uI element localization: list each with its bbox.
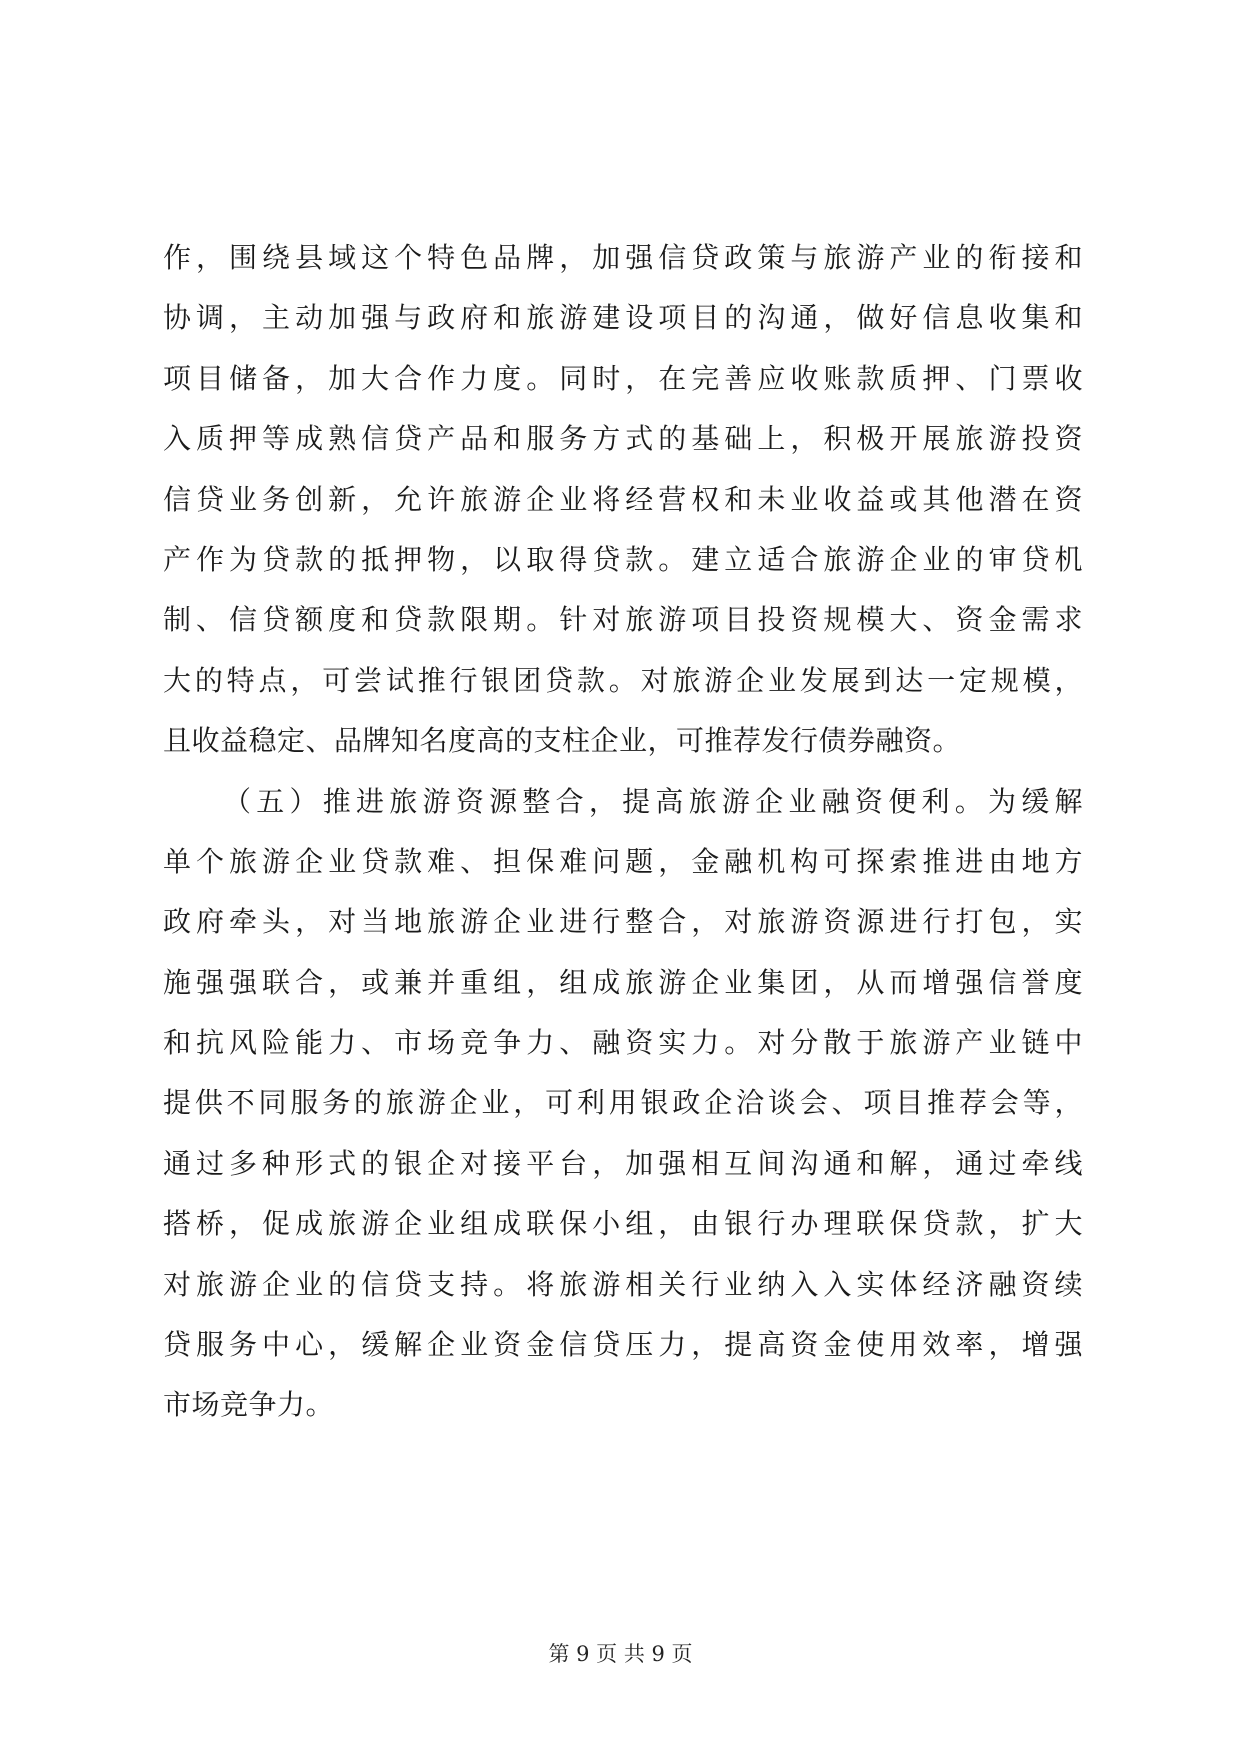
text-line: 作，围绕县域这个特色品牌，加强信贷政策与旅游产业的衔接和 — [163, 241, 1083, 274]
text-line: 对旅游企业的信贷支持。将旅游相关行业纳入入实体经济融资续 — [163, 1267, 1083, 1301]
text-line: 市场竞争力。 — [163, 1388, 335, 1422]
text-line: 和抗风险能力、市场竞争力、融资实力。对分散于旅游产业链中 — [163, 1026, 1083, 1060]
text-line: 搭桥，促成旅游企业组成联保小组，由银行办理联保贷款，扩大 — [163, 1207, 1083, 1241]
text-line: 且收益稳定、品牌知名度高的支柱企业，可推荐发行债券融资。 — [163, 724, 962, 758]
text-line: 通过多种形式的银企对接平台，加强相互间沟通和解，通过牵线 — [163, 1146, 1083, 1180]
paragraph-1 — [163, 228, 1083, 772]
text-line: 入质押等成熟信贷产品和服务方式的基础上，积极开展旅游投资 — [163, 422, 1083, 456]
page-number-footer: 第 9 页 共 9 页 — [548, 1642, 693, 1666]
text-line: 信贷业务创新，允许旅游企业将经营权和未业收益或其他潜在资 — [163, 482, 1083, 516]
paragraph-2 — [163, 772, 1083, 1436]
text-line: 大的特点，可尝试推行银团贷款。对旅游企业发展到达一定规模， — [163, 663, 1083, 697]
text-line: 施强强联合，或兼并重组，组成旅游企业集团，从而增强信誉度 — [163, 965, 1083, 999]
text-line: 协调，主动加强与政府和旅游建设项目的沟通，做好信息收集和 — [163, 301, 1083, 335]
text-line: 制、信贷额度和贷款限期。针对旅游项目投资规模大、资金需求 — [163, 603, 1083, 637]
text-line: 单个旅游企业贷款难、担保难问题，金融机构可探索推进由地方 — [163, 844, 1083, 878]
text-line: 产作为贷款的抵押物，以取得贷款。建立适合旅游企业的审贷机 — [163, 542, 1083, 576]
text-line: 政府牵头，对当地旅游企业进行整合，对旅游资源进行打包，实 — [163, 905, 1083, 939]
text-line: 项目储备，加大合作力度。同时，在完善应收账款质押、门票收 — [163, 361, 1083, 395]
text-line: 贷服务中心，缓解企业资金信贷压力，提高资金使用效率，增强 — [163, 1328, 1083, 1362]
document-body — [163, 228, 1083, 1436]
text-line: （五）推进旅游资源整合，提高旅游企业融资便利。为缓解 — [223, 784, 1083, 818]
text-line: 提供不同服务的旅游企业，可利用银政企洽谈会、项目推荐会等， — [163, 1086, 1083, 1120]
